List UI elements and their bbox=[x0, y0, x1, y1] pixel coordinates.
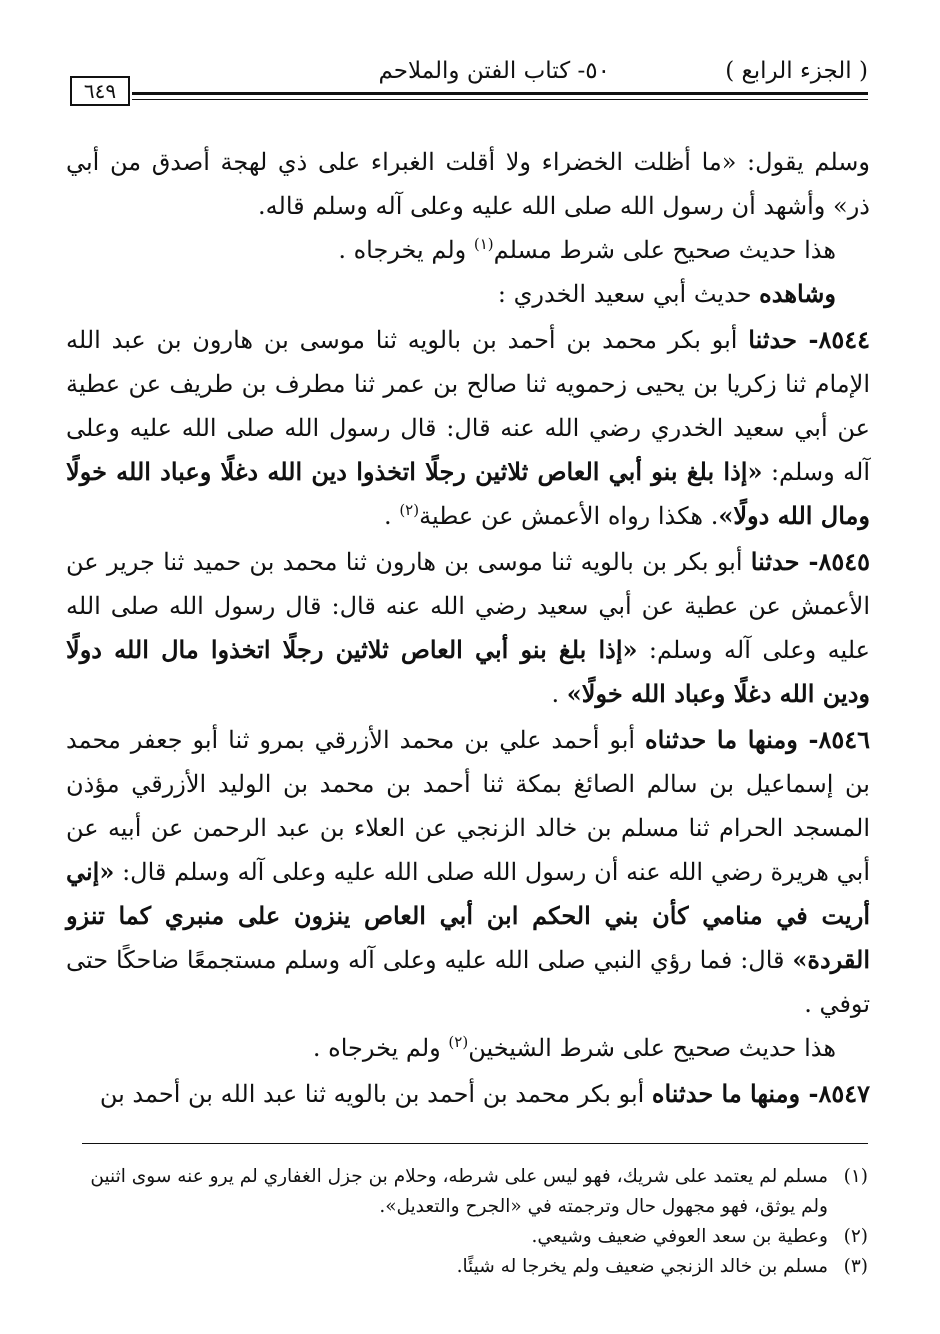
hadith-8544 bbox=[66, 318, 870, 538]
hadith-chain: أبو بكر محمد بن أحمد بن بالويه ثنا موسى بن هارون بن عبد الله الإمام ثنا زكريا بن يحيى زحمويه ثنا صالح بن عمر ثنا مطرف بن طريف عن عطية عن أبي سعيد الخدري رضي الله عنه قال: قال رسول الله صلى الله عليه وعلى آله وسلم: bbox=[66, 326, 871, 486]
hadith-8545 bbox=[66, 540, 870, 716]
hadith-8547 bbox=[66, 1072, 870, 1116]
footnote-text: وعطية بن سعد العوفي ضعيف وشيعي. bbox=[531, 1226, 828, 1247]
hadith-number: ٨٥٤٦- bbox=[808, 725, 870, 754]
footnote-ref-1[interactable]: (١) bbox=[473, 235, 494, 253]
hadith-quote: «إذا بلغ بنو أبي العاص ثلاثين رجلًا اتخذوا مال الله دولًا ودين الله دغلًا وعباد الله خولًا» bbox=[66, 635, 870, 708]
footnote-2 bbox=[66, 1222, 868, 1252]
footnote-text: مسلم بن خالد الزنجي ضعيف ولم يخرجا له شيئًا. bbox=[456, 1256, 828, 1277]
hadith-chain: أبو أحمد علي بن محمد الأزرقي بمرو ثنا أبو جعفر محمد بن إسماعيل بن سالم الصائغ بمكة ثنا أحمد بن محمد بن الوليد الأزرقي مؤذن المسجد الحرام ثنا مسلم بن خالد الزنجي عن العلاء بن عبد الرحمن عن أبيه عن أبي هريرة رضي الله عنه أن رسول الله صلى الله عليه وعلى آله وسلم قال: bbox=[66, 726, 870, 886]
paragraph-2-ruling bbox=[66, 228, 870, 272]
paragraph-7-ruling bbox=[66, 1026, 870, 1070]
hadith-8546 bbox=[66, 718, 870, 1026]
ruling-text-end: ولم يخرجاه . bbox=[312, 1034, 449, 1062]
witness-lead: وشاهده bbox=[759, 279, 836, 308]
hadith-text-after: قال: فما رؤي النبي صلى الله عليه وعلى آله وسلم مستجمعًا ضاحكًا حتى توفي . bbox=[66, 946, 870, 1018]
paragraph-1-text: وسلم يقول: «ما أظلت الخضراء ولا أقلت الغبراء على ذي لهجة أصدق من أبي ذر» وأشهد أن رسول الله صلى الله عليه وعلى آله وسلم قاله. bbox=[66, 148, 870, 220]
chapter-title: ٥٠- كتاب الفتن والملاحم bbox=[378, 58, 610, 84]
hadith-lead: ومنها ما حدثناه bbox=[645, 725, 809, 754]
hadith-number: ٨٥٤٤- bbox=[808, 325, 870, 354]
hadith-lead: ومنها ما حدثناه bbox=[651, 1079, 809, 1108]
footnote-mark: (١) bbox=[843, 1166, 868, 1187]
volume-label: ( الجزء الرابع ) bbox=[725, 58, 868, 84]
footnote-3 bbox=[66, 1252, 868, 1282]
ruling-text: هذا حديث صحيح على شرط مسلم bbox=[493, 236, 836, 264]
main-text bbox=[66, 140, 870, 1116]
hadith-quote: «إني أريت في منامي كأن بني الحكم ابن أبي العاص ينزون على منبري كما تنزو القردة» bbox=[66, 857, 870, 974]
hadith-number: ٨٥٤٧- bbox=[808, 1079, 870, 1108]
ruling-text-end: ولم يخرجاه . bbox=[338, 236, 474, 264]
witness-text: حديث أبي سعيد الخدري : bbox=[497, 280, 760, 308]
hadith-quote: «إذا بلغ بنو أبي العاص ثلاثين رجلًا اتخذوا دين الله دغلًا وعباد الله خولًا ومال الله دولًا» bbox=[66, 457, 870, 530]
header-rule-thin bbox=[132, 99, 868, 100]
hadith-text-after: . هكذا رواه الأعمش عن عطية bbox=[419, 502, 719, 530]
ruling-text: هذا حديث صحيح على شرط الشيخين bbox=[468, 1034, 836, 1062]
hadith-lead: حدثنا bbox=[750, 547, 809, 576]
hadith-lead: حدثنا bbox=[748, 325, 809, 354]
hadith-number: ٨٥٤٥- bbox=[808, 547, 870, 576]
footnote-1 bbox=[66, 1162, 868, 1222]
footnote-separator bbox=[82, 1143, 868, 1144]
paragraph-1 bbox=[66, 140, 870, 228]
hadith-chain: أبو بكر محمد بن أحمد بن بالويه ثنا عبد الله بن أحمد بن bbox=[99, 1080, 652, 1108]
footnote-text: مسلم لم يعتمد على شريك، فهو ليس على شرطه، وحلام بن جزل الغفاري لم يرو عنه سوى اثنين ولم يوثق، فهو مجهول حال وترجمته في «الجرح والتعديل». bbox=[90, 1166, 828, 1217]
hadith-end: . bbox=[384, 502, 400, 530]
hadith-chain: أبو بكر بن بالويه ثنا موسى بن هارون ثنا محمد بن حميد ثنا جرير عن الأعمش عن عطية عن أبي سعيد رضي الله عنه قال: قال رسول الله صلى الله عليه وعلى آله وسلم: bbox=[66, 548, 870, 664]
footnote-mark: (٢) bbox=[843, 1226, 868, 1247]
footnote-ref-2[interactable]: (٢) bbox=[399, 501, 420, 519]
paragraph-3-witness bbox=[66, 272, 870, 316]
header-rule-thick bbox=[132, 92, 868, 95]
footnotes bbox=[66, 1162, 868, 1282]
page-number: ٦٤٩ bbox=[70, 76, 130, 106]
footnote-ref-2b[interactable]: (٢) bbox=[448, 1033, 469, 1051]
hadith-end: . bbox=[551, 680, 567, 708]
footnote-mark: (٣) bbox=[843, 1256, 868, 1277]
running-header bbox=[70, 52, 868, 103]
